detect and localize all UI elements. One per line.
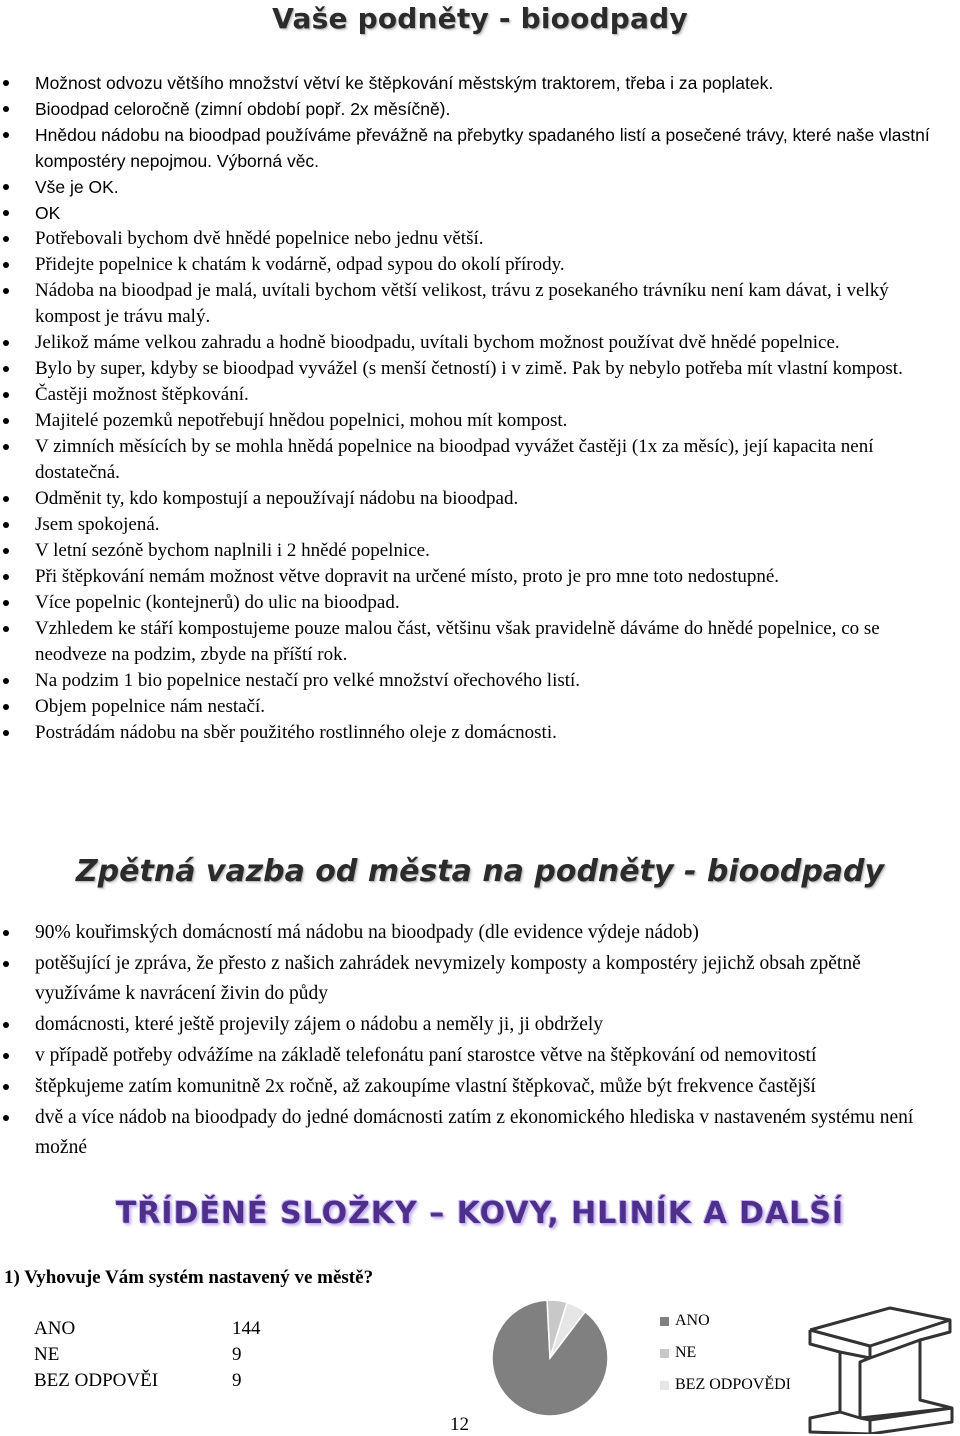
list-item <box>0 70 950 96</box>
answer-label: ANO <box>34 1318 76 1339</box>
bullet-icon <box>3 288 9 294</box>
response-list <box>0 918 950 1164</box>
bullet-icon <box>3 184 9 190</box>
page-number: 12 <box>450 1414 469 1435</box>
list-item-text: Přidejte popelnice k chatám k vodárně, odpad sypou do okolí přírody. <box>35 254 565 275</box>
legend-swatch <box>660 1349 669 1358</box>
legend-item <box>660 1337 791 1369</box>
list-item-text: V zimních měsících by se mohla hnědá popelnice na bioodpad vyvážet častěji (1x za měsíc), její kapacita není dostatečná. <box>35 436 874 483</box>
list-item <box>0 694 950 720</box>
chart-legend <box>660 1305 791 1401</box>
list-item <box>0 408 950 434</box>
list-item-text: Majitelé pozemků nepotřebují hnědou popelnici, mohou mít kompost. <box>35 410 568 431</box>
section-title-feedback: Zpětná vazba od města na podněty - bioodpady <box>75 854 885 889</box>
answer-row <box>34 1342 261 1368</box>
bullet-icon <box>3 1115 9 1121</box>
bullet-icon <box>3 236 9 242</box>
list-item-text: Častěji možnost štěpkování. <box>35 384 249 405</box>
bullet-icon <box>3 1084 9 1090</box>
list-item-text: Vzhledem ke stáří kompostujeme pouze malou část, většinu však pravidelně dáváme do hnědé popelnice, co se neodveze na podzim, zbyde na příští rok. <box>35 618 880 665</box>
bullet-icon <box>3 444 9 450</box>
answer-table <box>34 1316 261 1394</box>
list-item-text: potěšující je zpráva, že přesto z našich zahrádek nevymizely komposty a kompostéry jejichž obsah zpětně využíváme k navrácení živin do půdy <box>35 953 861 1004</box>
bullet-icon <box>3 418 9 424</box>
list-item-text: domácnosti, které ještě projevily zájem o nádobu a neměly ji, ji obdržely <box>35 1014 604 1035</box>
list-item <box>0 434 950 486</box>
list-item <box>0 96 950 122</box>
bullet-icon <box>3 600 9 606</box>
list-item <box>0 200 950 226</box>
bullet-icon <box>3 496 9 502</box>
legend-item <box>660 1305 791 1337</box>
list-item <box>0 949 950 1009</box>
list-item <box>0 382 950 408</box>
legend-swatch <box>660 1317 669 1326</box>
answer-value: 9 <box>232 1370 242 1391</box>
list-item-text: Objem popelnice nám nestačí. <box>35 696 266 717</box>
list-item-text: Nádoba na bioodpad je malá, uvítali bychom větší velikost, trávu z posekaného trávníku není kam dávat, i velký kompost je trávu malý. <box>35 280 889 327</box>
answer-value: 144 <box>232 1318 261 1339</box>
list-item <box>0 616 950 668</box>
bullet-icon <box>3 392 9 398</box>
list-item <box>0 1041 950 1071</box>
list-item-text: Bylo by super, kdyby se bioodpad vyvážel (s menší četností) i v zimě. Pak by nebylo potřeba mít vlastní kompost. <box>35 358 903 379</box>
bullet-icon <box>3 366 9 372</box>
list-item-text: Bioodpad celoročně (zimní období popř. 2x měsíčně). <box>35 99 451 119</box>
list-item <box>0 590 950 616</box>
bullet-icon <box>3 961 9 967</box>
pie-chart <box>470 1278 630 1418</box>
bullet-icon <box>3 678 9 684</box>
answer-value: 9 <box>232 1344 242 1365</box>
list-item-text: Potřebovali bychom dvě hnědé popelnice nebo jednu větší. <box>35 228 484 249</box>
list-item <box>0 918 950 948</box>
bullet-icon <box>3 548 9 554</box>
list-item <box>0 720 950 746</box>
bullet-icon <box>3 704 9 710</box>
bullet-icon <box>3 210 9 216</box>
list-item <box>0 226 950 252</box>
list-item-text: Při štěpkování nemám možnost větve dopravit na určené místo, proto je pro mne toto nedostupné. <box>35 566 780 587</box>
list-item <box>0 668 950 694</box>
list-item-text: Postrádám nádobu na sběr použitého rostlinného oleje z domácnosti. <box>35 722 557 743</box>
list-item <box>0 278 950 330</box>
answer-label: NE <box>34 1344 60 1365</box>
list-item <box>0 564 950 590</box>
bullet-icon <box>3 930 9 936</box>
legend-item <box>660 1369 791 1401</box>
section-title-bioodpady: Vaše podněty - bioodpady <box>272 2 688 35</box>
list-item-text: Možnost odvozu většího množství větví ke štěpkování městským traktorem, třeba i za poplatek. <box>35 73 774 93</box>
bullet-icon <box>3 730 9 736</box>
bullet-icon <box>3 106 9 112</box>
list-item <box>0 356 950 382</box>
list-item <box>0 1010 950 1040</box>
list-item <box>0 122 950 174</box>
bullet-icon <box>3 626 9 632</box>
legend-label: NE <box>675 1344 697 1361</box>
bullet-icon <box>3 1053 9 1059</box>
list-item <box>0 330 950 356</box>
steel-beam-icon <box>800 1290 960 1434</box>
bullet-icon <box>3 1022 9 1028</box>
list-item <box>0 512 950 538</box>
bullet-icon <box>3 574 9 580</box>
list-item-text: Na podzim 1 bio popelnice nestačí pro velké množství ořechového listí. <box>35 670 581 691</box>
bullet-icon <box>3 262 9 268</box>
feedback-list <box>0 70 950 746</box>
survey-question: 1) Vyhovuje Vám systém nastavený ve městě? <box>4 1267 374 1288</box>
list-item <box>0 538 950 564</box>
list-item <box>0 252 950 278</box>
list-item <box>0 1103 950 1163</box>
list-item <box>0 1072 950 1102</box>
section-title-metals: TŘÍDĚNÉ SLOŽKY – KOVY, HLINÍK A DALŠÍ <box>115 1196 845 1231</box>
list-item-text: 90% kouřimských domácností má nádobu na bioodpady (dle evidence výdeje nádob) <box>35 922 699 943</box>
list-item-text: V letní sezóně bychom naplnili i 2 hnědé popelnice. <box>35 540 430 561</box>
list-item-text: Více popelnic (kontejnerů) do ulic na bioodpad. <box>35 592 400 613</box>
list-item <box>0 174 950 200</box>
legend-label: ANO <box>675 1312 710 1329</box>
list-item <box>0 486 950 512</box>
list-item-text: Odměnit ty, kdo kompostují a nepoužívají nádobu na bioodpad. <box>35 488 519 509</box>
list-item-text: OK <box>35 203 61 223</box>
bullet-icon <box>3 340 9 346</box>
bullet-icon <box>3 522 9 528</box>
answer-row <box>34 1316 261 1342</box>
answer-row <box>34 1368 261 1394</box>
list-item-text: Jelikož máme velkou zahradu a hodně bioodpadu, uvítali bychom možnost používat dvě hnědé popelnice. <box>35 332 840 353</box>
bullet-icon <box>3 132 9 138</box>
answer-label: BEZ ODPOVĚI <box>34 1370 159 1391</box>
list-item-text: Hnědou nádobu na bioodpad používáme převážně na přebytky spadaného listí a posečené trávy, které naše vlastní kompostéry nepojmou. Výborná věc. <box>35 125 930 171</box>
legend-label: BEZ ODPOVĚDI <box>675 1376 791 1393</box>
bullet-icon <box>3 80 9 86</box>
list-item-text: Vše je OK. <box>35 177 119 197</box>
list-item-text: v případě potřeby odvážíme na základě telefonátu paní starostce větve na štěpkování od nemovitostí <box>35 1045 817 1066</box>
legend-swatch <box>660 1381 669 1390</box>
list-item-text: dvě a více nádob na bioodpady do jedné domácnosti zatím z ekonomického hlediska v nastaveném systému není možné <box>35 1107 914 1158</box>
list-item-text: Jsem spokojená. <box>35 514 160 535</box>
list-item-text: štěpkujeme zatím komunitně 2x ročně, až zakoupíme vlastní štěpkovač, může být frekvence častější <box>35 1076 816 1097</box>
